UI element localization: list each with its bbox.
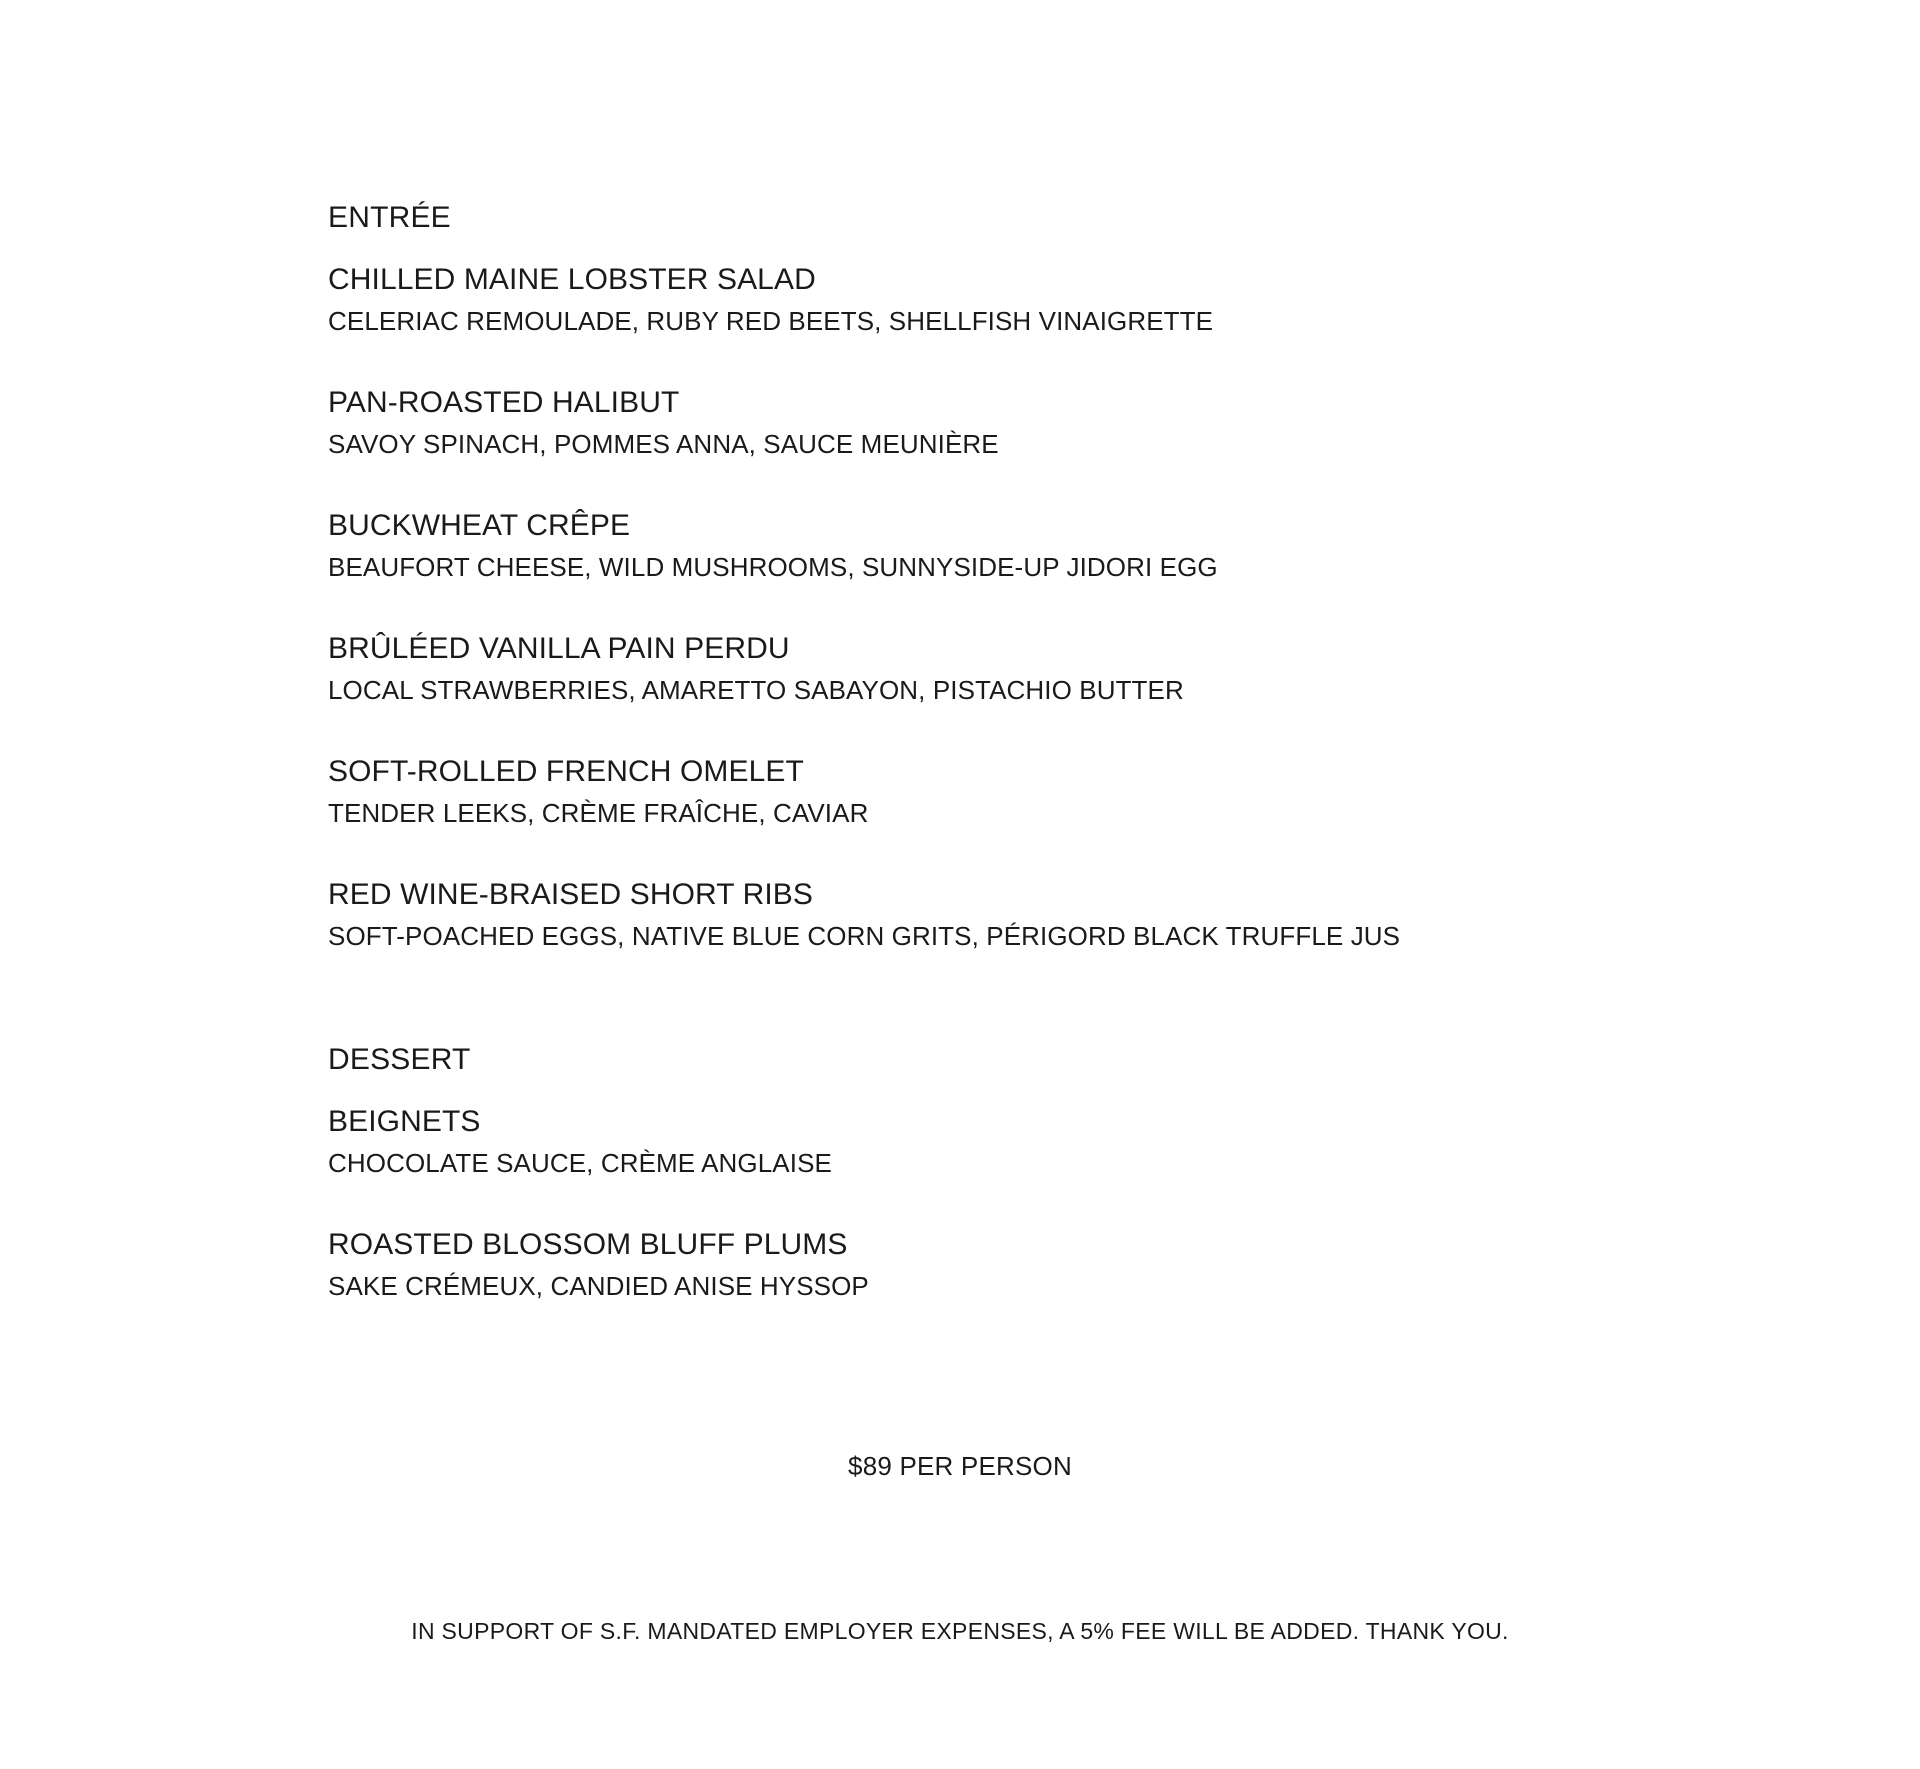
dish-description: TENDER LEEKS, CRÈME FRAÎCHE, CAVIAR (328, 798, 869, 828)
dish-description: SAVOY SPINACH, POMMES ANNA, SAUCE MEUNIÈRE (328, 429, 999, 459)
dish-description: SOFT-POACHED EGGS, NATIVE BLUE CORN GRITS, PÉRIGORD BLACK TRUFFLE JUS (328, 921, 1401, 951)
dish-name: BUCKWHEAT CRÊPE (328, 509, 631, 542)
menu-item (328, 1107, 1828, 1176)
dish-description: CHOCOLATE SAUCE, CRÈME ANGLAISE (328, 1148, 832, 1178)
dish-name: ROASTED BLOSSOM BLUFF PLUMS (328, 1228, 848, 1261)
menu-item (328, 388, 1828, 457)
section-heading-dessert: DESSERT (328, 1043, 471, 1076)
menu-item (328, 757, 1828, 826)
dish-name: SOFT-ROLLED FRENCH OMELET (328, 755, 804, 788)
menu-item (328, 880, 1828, 949)
dish-description: LOCAL STRAWBERRIES, AMARETTO SABAYON, PISTACHIO BUTTER (328, 675, 1184, 705)
menu-item (328, 265, 1828, 334)
dish-name: PAN-ROASTED HALIBUT (328, 386, 680, 419)
price-per-person: $89 PER PERSON (848, 1451, 1072, 1481)
fee-notice: IN SUPPORT OF S.F. MANDATED EMPLOYER EXPENSES, A 5% FEE WILL BE ADDED. THANK YOU. (411, 1618, 1509, 1644)
dish-description: BEAUFORT CHEESE, WILD MUSHROOMS, SUNNYSIDE-UP JIDORI EGG (328, 552, 1218, 582)
dish-name: BEIGNETS (328, 1105, 481, 1138)
dish-description: CELERIAC REMOULADE, RUBY RED BEETS, SHELLFISH VINAIGRETTE (328, 306, 1214, 336)
dish-description: SAKE CRÉMEUX, CANDIED ANISE HYSSOP (328, 1271, 869, 1301)
dish-name: BRÛLÉED VANILLA PAIN PERDU (328, 632, 790, 665)
dish-name: RED WINE-BRAISED SHORT RIBS (328, 878, 813, 911)
menu-item (328, 1230, 1828, 1299)
menu-item (328, 511, 1828, 580)
section-heading-entree: ENTRÉE (328, 201, 451, 234)
dish-name: CHILLED MAINE LOBSTER SALAD (328, 263, 816, 296)
menu-item (328, 634, 1828, 703)
